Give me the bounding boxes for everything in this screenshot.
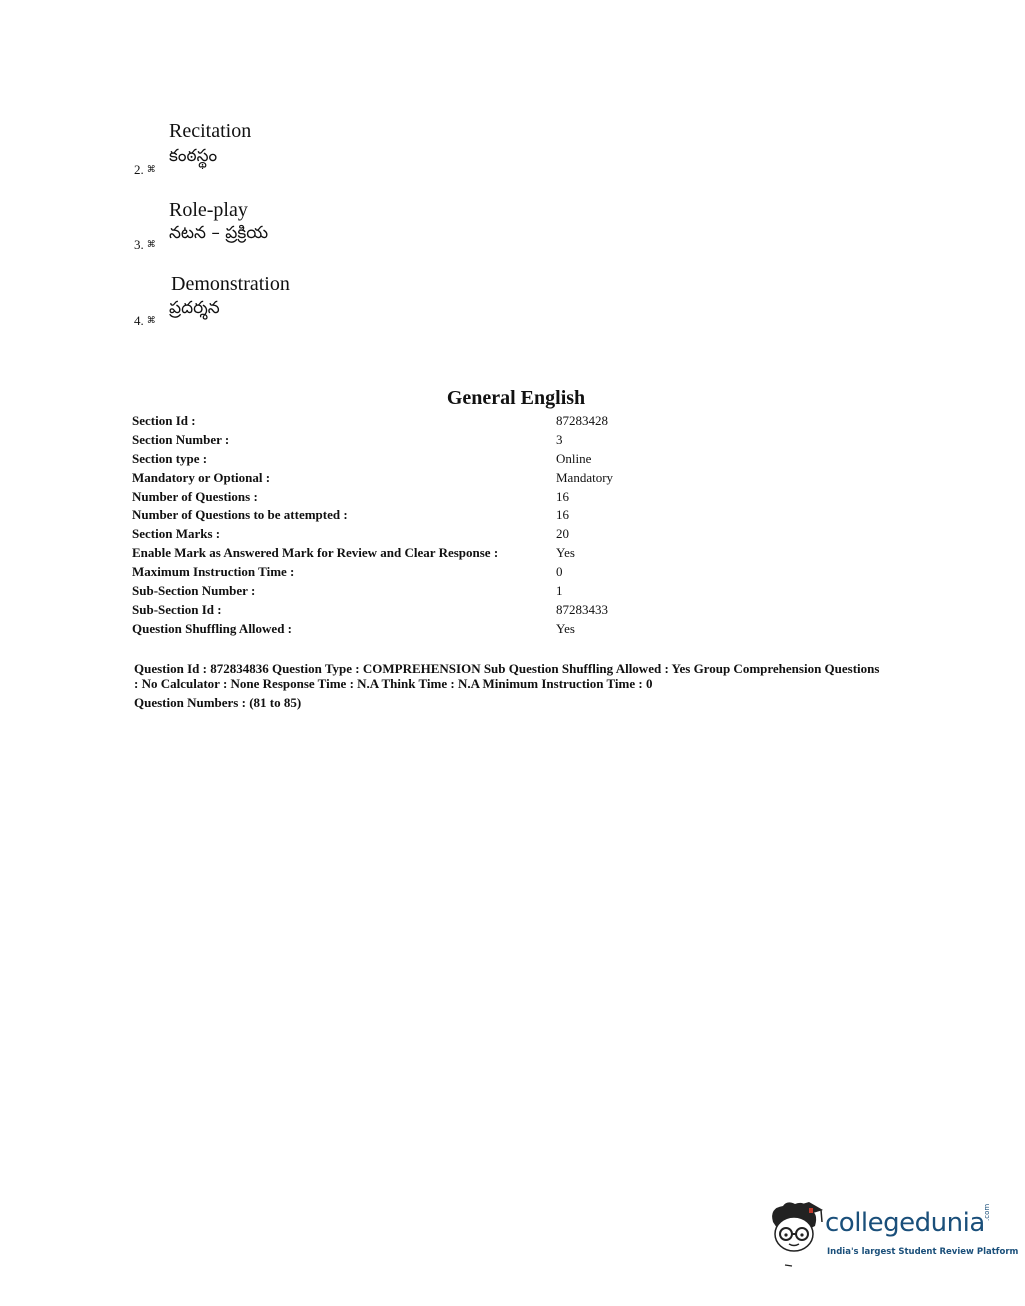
meta-label: Section Number : bbox=[132, 431, 230, 447]
option-2-telugu: కంఠస్థం bbox=[169, 146, 218, 166]
option-3-number: 3. ⌘ bbox=[134, 237, 156, 252]
meta-label: Sub-Section Id : bbox=[132, 601, 222, 617]
option-3-english: Role-play bbox=[169, 199, 248, 221]
meta-label: Section type : bbox=[132, 450, 208, 466]
meta-label: Question Shuffling Allowed : bbox=[132, 620, 293, 636]
meta-label: Number of Questions : bbox=[132, 488, 258, 504]
meta-value: 3 bbox=[556, 431, 563, 447]
section-title: General English bbox=[446, 387, 586, 409]
meta-value: 16 bbox=[556, 507, 569, 523]
meta-label: Number of Questions to be attempted : bbox=[132, 507, 348, 523]
meta-value: Yes bbox=[556, 545, 575, 561]
option-marker-icon: ⌘ bbox=[146, 315, 156, 325]
meta-value: Yes bbox=[556, 620, 575, 636]
option-marker-icon: ⌘ bbox=[146, 239, 156, 249]
option-marker-icon: ⌘ bbox=[146, 164, 156, 174]
meta-value: 20 bbox=[556, 526, 569, 542]
meta-value: Online bbox=[556, 450, 592, 466]
question-info: Question Id : 872834836 Question Type : COMPREHENSION Sub Question Shuffling Allowed : Yes Group Comprehension Questions : No Calculator : None Response Time : N.A Think Time : N.A Minimum Instruction Time : 0 bbox=[134, 661, 880, 691]
logo-tagline: India's largest Student Review Platform bbox=[827, 1247, 1019, 1257]
question-numbers: Question Numbers : (81 to 85) bbox=[134, 695, 302, 710]
meta-value: 16 bbox=[556, 488, 569, 504]
meta-label: Section Id : bbox=[132, 413, 196, 428]
meta-label: Maximum Instruction Time : bbox=[132, 564, 295, 580]
meta-value: 0 bbox=[556, 564, 563, 580]
meta-label: Section Marks : bbox=[132, 526, 221, 542]
meta-value: 1 bbox=[556, 583, 563, 599]
option-2-english: Recitation bbox=[169, 120, 252, 142]
option-3-telugu: నటన – ప్రక్రియ bbox=[169, 223, 269, 243]
meta-value: 87283428 bbox=[556, 413, 608, 428]
option-4-number: 4. ⌘ bbox=[134, 313, 156, 328]
option-2-number: 2. ⌘ bbox=[134, 162, 156, 177]
meta-value: 87283433 bbox=[556, 601, 608, 617]
meta-label: Mandatory or Optional : bbox=[132, 469, 271, 485]
meta-label: Enable Mark as Answered Mark for Review and Clear Response : bbox=[132, 545, 499, 561]
collegedunia-logo bbox=[765, 1198, 1019, 1268]
mascot-icon bbox=[765, 1198, 825, 1268]
meta-label: Sub-Section Number : bbox=[132, 583, 256, 599]
logo-dotcom: .com bbox=[983, 1203, 991, 1221]
option-4-telugu: ప్రదర్శన bbox=[169, 298, 220, 318]
option-4-english: Demonstration bbox=[171, 273, 290, 295]
meta-value: Mandatory bbox=[556, 469, 614, 485]
logo-brand: collegedunia bbox=[825, 1208, 985, 1238]
